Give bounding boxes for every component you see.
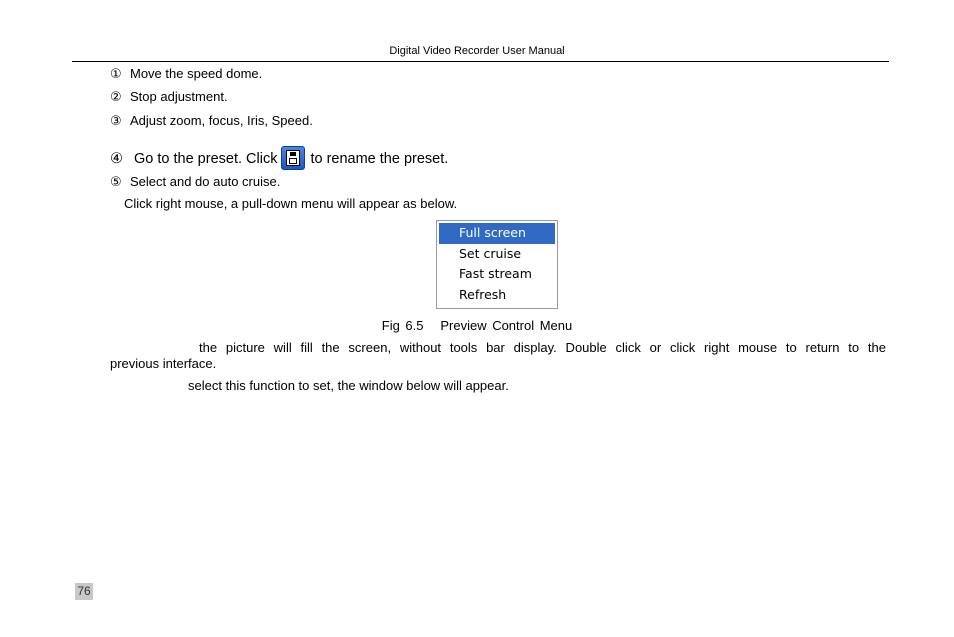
menu-item-fast-stream[interactable]: Fast stream: [459, 266, 532, 281]
item-text-before: Go to the preset. Click: [134, 151, 278, 167]
item-number: ①: [110, 67, 122, 82]
item-text: Move the speed dome.: [130, 66, 263, 81]
full-screen-description: [110, 340, 886, 372]
list-item-5: [110, 174, 280, 190]
list-item-2: [110, 89, 228, 105]
item-text-after: to rename the preset.: [310, 151, 449, 167]
list-item-4: [110, 146, 448, 170]
save-disk-icon: [281, 146, 305, 170]
page-header-title: Digital Video Recorder User Manual: [389, 45, 565, 57]
set-cruise-description: select this function to set, the window below will appear.: [188, 378, 509, 393]
item-number: ②: [110, 90, 122, 105]
list-item-3: [110, 113, 313, 129]
menu-item-full-screen[interactable]: Full screen: [439, 223, 555, 244]
menu-item-set-cruise[interactable]: Set cruise: [459, 245, 522, 261]
list-item-1: [110, 66, 262, 82]
page-number: 76: [75, 583, 93, 600]
item-text: Select and do auto cruise.: [130, 174, 281, 189]
item-number: ⑤: [110, 175, 122, 190]
item-text: Adjust zoom, focus, Iris, Speed.: [130, 113, 313, 128]
paragraph-line: the picture will fill the screen, without tools bar display. Double click or click right mouse to return to the: [199, 340, 886, 355]
preview-context-menu: [436, 220, 558, 309]
item-number: ③: [110, 114, 122, 129]
item-text: Stop adjustment.: [130, 89, 228, 104]
header-rule: [72, 61, 889, 62]
paragraph-line: previous interface.: [110, 356, 217, 371]
item-number: ④: [110, 151, 123, 167]
intro-text: Click right mouse, a pull-down menu will appear as below.: [124, 196, 458, 211]
menu-item-refresh[interactable]: Refresh: [459, 286, 507, 302]
figure-caption: Fig 6.5 Preview Control Menu: [381, 318, 573, 333]
